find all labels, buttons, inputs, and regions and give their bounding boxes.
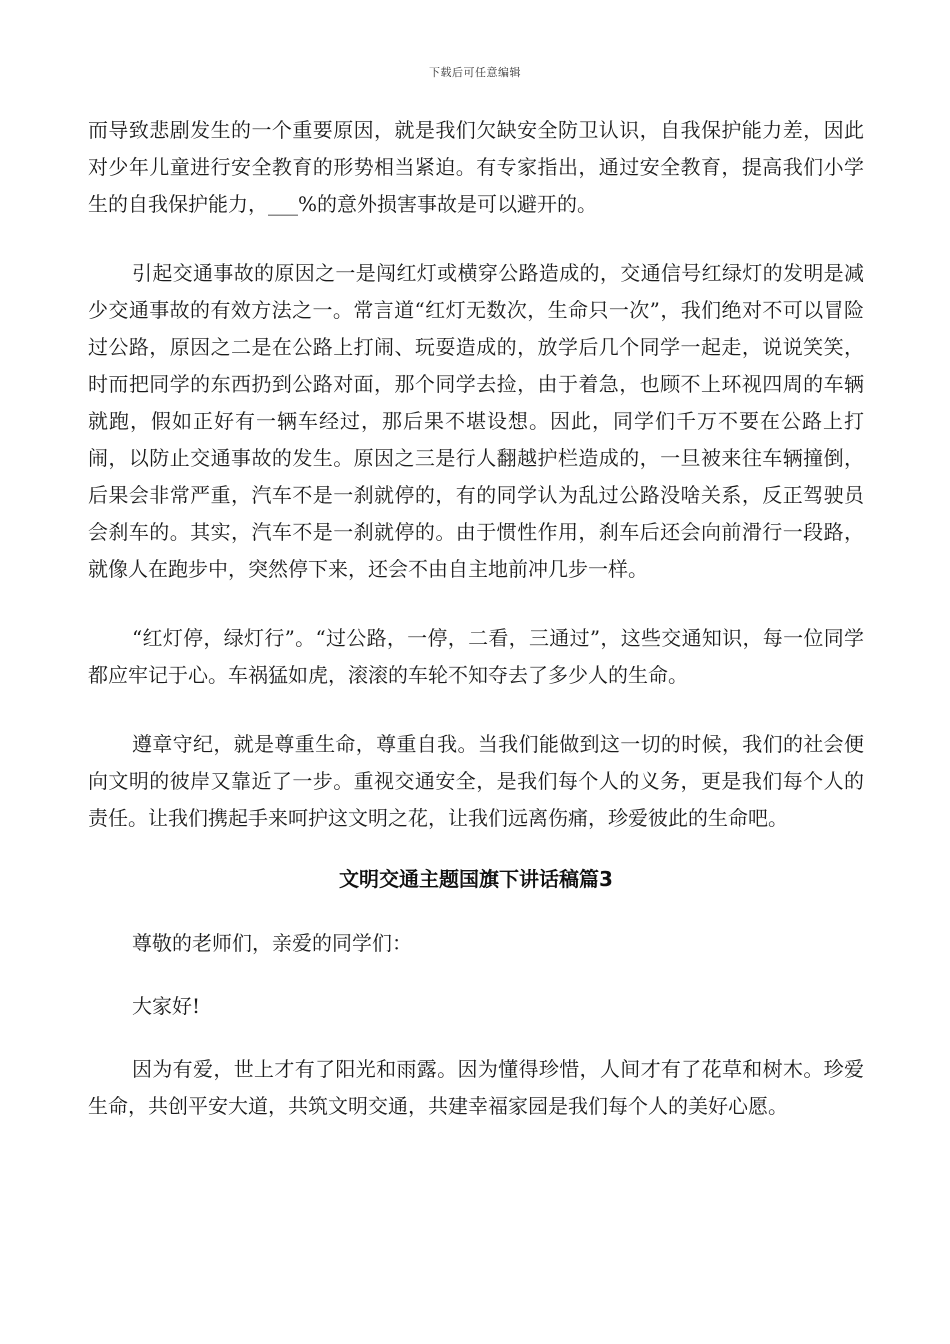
- hello-line: 大家好!: [132, 994, 201, 1018]
- section-title: 文明交通主题国旗下讲话稿篇3: [339, 867, 613, 891]
- document-body: [88, 112, 864, 1125]
- paragraph-conclusion: 遵章守纪，就是尊重生命，尊重自我。当我们能做到这一切的时候，我们的社会便向文明的彼岸又靠近了一步。重视交通安全，是我们每个人的义务，更是我们每个人的责任。让我们携起手来呵护这文明之花，让我们远离伤痛，珍爱彼此的生命吧。: [88, 732, 864, 830]
- paragraph-traffic-causes: 引起交通事故的原因之一是闯红灯或横穿公路造成的，交通信号红绿灯的发明是减少交通事故的有效方法之一。常言道“红灯无数次，生命只一次”，我们绝对不可以冒险过公路，原因之二是在公路上打闹、玩耍造成的，放学后几个同学一起走，说说笑笑，时而把同学的东西扔到公路对面，那个同学去捡，由于着急，也顾不上环视四周的车辆就跑，假如正好有一辆车经过，那后果不堪设想。因此，同学们千万不要在公路上打闹，以防止交通事故的发生。原因之三是行人翻越护栏造成的，一旦被来往车辆撞倒，后果会非常严重，汽车不是一刹就停的，有的同学认为乱过公路没啥关系，反正驾驶员会刹车的。其实，汽车不是一刹就停的。由于惯性作用，刹车后还会向前滑行一段路，就像人在跑步中，突然停下来，还会不由自主地前冲几步一样。: [88, 261, 864, 581]
- paragraph-traffic-rules: “红灯停，绿灯行”。“过公路，一停，二看，三通过”，这些交通知识，每一位同学都应牢记于心。车祸猛如虎，滚滚的车轮不知夺去了多少人的生命。: [88, 626, 864, 687]
- greeting-line: 尊敬的老师们，亲爱的同学们：: [132, 931, 412, 955]
- paragraph-continuation: 而导致悲剧发生的一个重要原因，就是我们欠缺安全防卫认识，自我保护能力差，因此对少年儿童进行安全教育的形势相当紧迫。有专家指出，通过安全教育，提高我们小学生的自我保护能力，___%的意外损害事故是可以避开的。: [88, 118, 864, 216]
- paragraph-opening: 因为有爱，世上才有了阳光和雨露。因为懂得珍惜，人间才有了花草和树木。珍爱生命，共创平安大道，共筑文明交通，共建幸福家园是我们每个人的美好心愿。: [88, 1057, 864, 1118]
- header-note: 下载后可任意编辑: [429, 66, 521, 79]
